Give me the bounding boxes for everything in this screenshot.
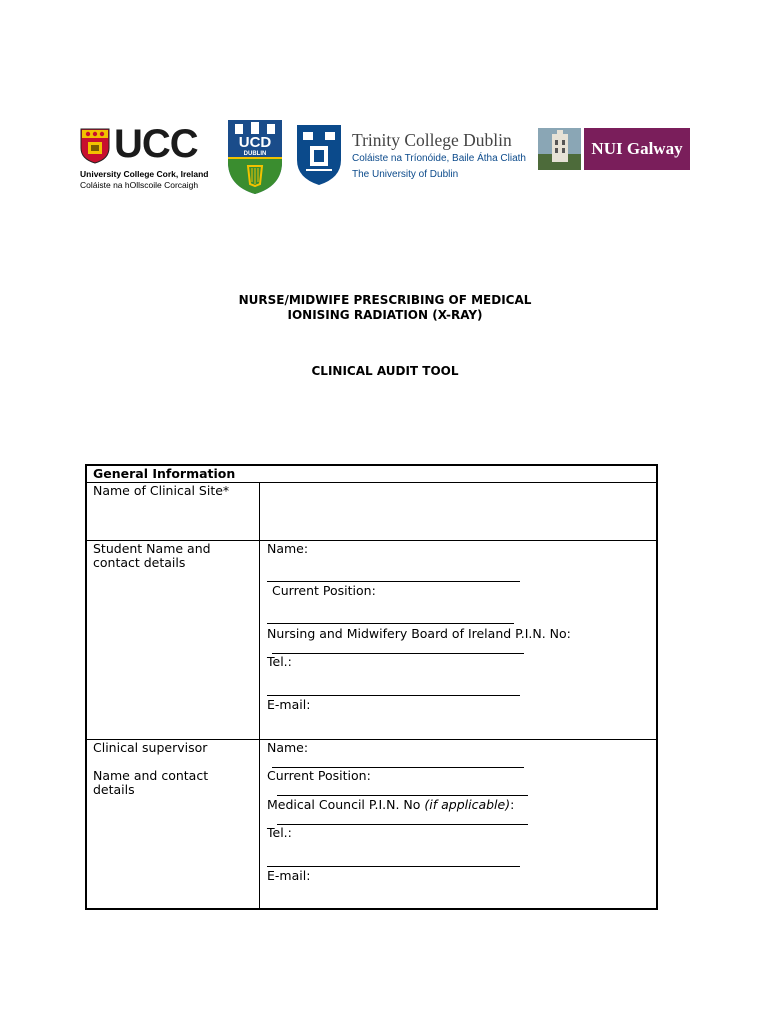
supervisor-contact-label-line-2: details xyxy=(93,782,135,797)
student-email-label: E-mail: xyxy=(267,697,311,712)
student-pin-label: Nursing and Midwifery Board of Ireland P.I.N. No: xyxy=(267,626,571,641)
supervisor-email-label: E-mail: xyxy=(267,868,311,883)
supervisor-pin-colon: : xyxy=(510,797,515,812)
supervisor-name-label: Name: xyxy=(267,740,309,755)
nui-galway-wordmark: NUI Galway xyxy=(591,139,683,158)
ucc-crest-icon xyxy=(80,128,110,164)
ucd-logo xyxy=(226,118,284,196)
form-header: General Information xyxy=(93,466,236,481)
supervisor-pin-text: Medical Council P.I.N. No xyxy=(267,797,425,812)
supervisor-position-field[interactable] xyxy=(277,795,528,796)
logo-bar xyxy=(0,116,770,196)
ucc-wordmark: UCC xyxy=(114,122,198,166)
student-position-field[interactable] xyxy=(267,623,514,624)
student-tel-field[interactable] xyxy=(267,695,520,696)
student-label-line-1: Student Name and xyxy=(93,541,211,556)
supervisor-contact-label-line-1: Name and contact xyxy=(93,768,209,783)
student-tel-label: Tel.: xyxy=(267,654,292,669)
title-line-1: NURSE/MIDWIFE PRESCRIBING OF MEDICAL xyxy=(238,293,532,307)
general-information-form xyxy=(85,464,658,910)
document-subtitle: CLINICAL AUDIT TOOL xyxy=(311,364,459,378)
form-header-row xyxy=(87,466,656,483)
clinical-site-label: Name of Clinical Site* xyxy=(93,483,230,498)
student-pin-field[interactable] xyxy=(272,653,524,654)
student-label-line-2: contact details xyxy=(93,555,186,570)
student-position-label: Current Position: xyxy=(272,583,376,598)
nui-galway-box xyxy=(584,128,690,170)
tcd-irish-name: Coláiste na Tríonóide, Baile Átha Cliath xyxy=(352,153,526,164)
student-name-label: Name: xyxy=(267,541,309,556)
title-line-2: IONISING RADIATION (X-RAY) xyxy=(287,307,483,322)
column-divider xyxy=(259,482,260,910)
ucc-subtitle-irish: Coláiste na hOllscoile Corcaigh xyxy=(80,180,199,190)
supervisor-pin-label xyxy=(267,797,514,812)
supervisor-pin-field[interactable] xyxy=(277,824,528,825)
clinical-site-field[interactable] xyxy=(262,484,654,538)
supervisor-position-label: Current Position: xyxy=(267,768,371,783)
ucc-subtitle-english: University College Cork, Ireland xyxy=(80,169,209,179)
ucd-crest-icon xyxy=(226,118,284,196)
ucd-wordmark: UCD xyxy=(238,134,272,151)
student-name-field[interactable] xyxy=(267,581,520,582)
supervisor-tel-label: Tel.: xyxy=(267,825,292,840)
ucc-logo xyxy=(80,122,209,190)
nui-galway-building-icon xyxy=(538,128,581,170)
tcd-university-name: The University of Dublin xyxy=(352,169,459,180)
supervisor-pin-note: (if applicable) xyxy=(424,797,511,812)
tcd-shield-icon xyxy=(296,124,342,186)
supervisor-label: Clinical supervisor xyxy=(93,740,208,755)
supervisor-tel-field[interactable] xyxy=(267,866,520,867)
nui-galway-logo xyxy=(538,128,690,170)
tcd-wordmark: Trinity College Dublin xyxy=(352,130,512,150)
ucd-dublin-text: DUBLIN xyxy=(243,151,267,157)
tcd-logo xyxy=(296,124,526,190)
document-title xyxy=(0,293,770,322)
